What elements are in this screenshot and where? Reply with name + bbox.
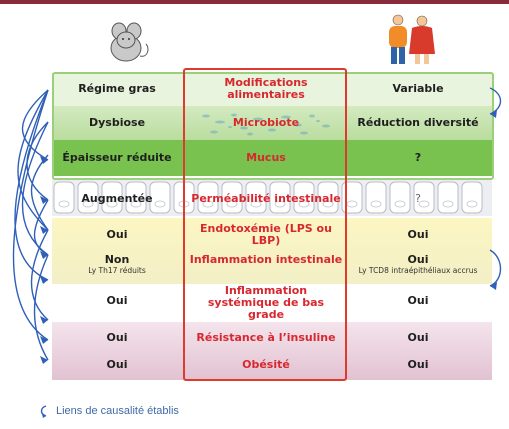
cell-text: Oui [106, 331, 128, 344]
cell-text: Augmentée [81, 192, 153, 205]
row-obesity-left [52, 355, 182, 375]
cell-text: Oui [106, 358, 128, 371]
row-systemic-inflammation-left [52, 290, 182, 312]
cell-text: Inflammation intestinale [189, 253, 343, 266]
row-endotoxemia-left [52, 225, 182, 245]
row-insulin-resistance-middle [186, 328, 346, 348]
row-intestinal-inflammation-left [52, 250, 182, 278]
row-diet-left [52, 78, 182, 100]
row-mucus-right [348, 147, 488, 169]
row-mucus-middle [186, 147, 346, 169]
cell-text: Mucus [246, 151, 286, 164]
cell-text: Obésité [242, 358, 290, 371]
cell-text: Inflammation systémique de bas grade [207, 284, 325, 321]
row-insulin-resistance-right [348, 328, 488, 348]
legend-label: Liens de causalité établis [56, 405, 179, 417]
cell-text: Endotoxémie (LPS ou LBP) [200, 222, 332, 247]
cell-text: Oui [106, 294, 128, 307]
cell-text: Oui [407, 331, 429, 344]
causal-arrows-left [0, 80, 60, 380]
row-diet-middle [186, 78, 346, 100]
row-microbiota-right [348, 112, 488, 134]
cell-text: Oui [407, 252, 429, 266]
cell-text: Oui [407, 294, 429, 307]
mouse-icon [100, 18, 152, 66]
cell-text: Non [104, 252, 130, 266]
row-microbiota-middle [186, 112, 346, 134]
row-permeability-left [52, 188, 182, 210]
cell-text: Perméabilité intestinale [191, 192, 341, 205]
human-couple-icon [380, 12, 440, 68]
cell-text: Résistance à l’insuline [196, 331, 336, 344]
cell-text: Variable [392, 82, 444, 95]
cell-text: Dysbiose [88, 116, 146, 129]
cell-text: ? [414, 151, 422, 164]
cell-subtext: Ly Th17 réduits [88, 265, 146, 275]
row-permeability-right [348, 188, 488, 210]
cell-text: Oui [106, 228, 128, 241]
cell-text: Oui [407, 358, 429, 371]
cell-text: Modifications alimentaires [224, 76, 308, 101]
row-systemic-inflammation-middle [190, 284, 342, 321]
causal-arrows-right [488, 80, 509, 320]
row-diet-right [348, 78, 488, 100]
row-permeability-middle [186, 188, 346, 210]
row-endotoxemia-middle [186, 222, 346, 247]
row-obesity-middle [186, 355, 346, 375]
cell-text: Oui [407, 228, 429, 241]
row-intestinal-inflammation-right [348, 250, 488, 278]
row-mucus-left [52, 147, 182, 169]
cell-text: Microbiote [232, 116, 300, 129]
row-microbiota-left [52, 112, 182, 134]
row-endotoxemia-right [348, 225, 488, 245]
cell-text: ? [415, 192, 421, 205]
row-intestinal-inflammation-middle [186, 252, 346, 268]
cell-text: Réduction diversité [357, 116, 479, 129]
row-insulin-resistance-left [52, 328, 182, 348]
legend [38, 404, 179, 418]
row-systemic-inflammation-right [348, 290, 488, 312]
cell-text: Épaisseur réduite [62, 151, 172, 164]
row-obesity-right [348, 355, 488, 375]
cell-subtext: Ly TCD8 intraépithéliaux accrus [358, 265, 478, 275]
curved-arrow-icon [38, 404, 50, 418]
cell-text: Régime gras [78, 82, 156, 95]
